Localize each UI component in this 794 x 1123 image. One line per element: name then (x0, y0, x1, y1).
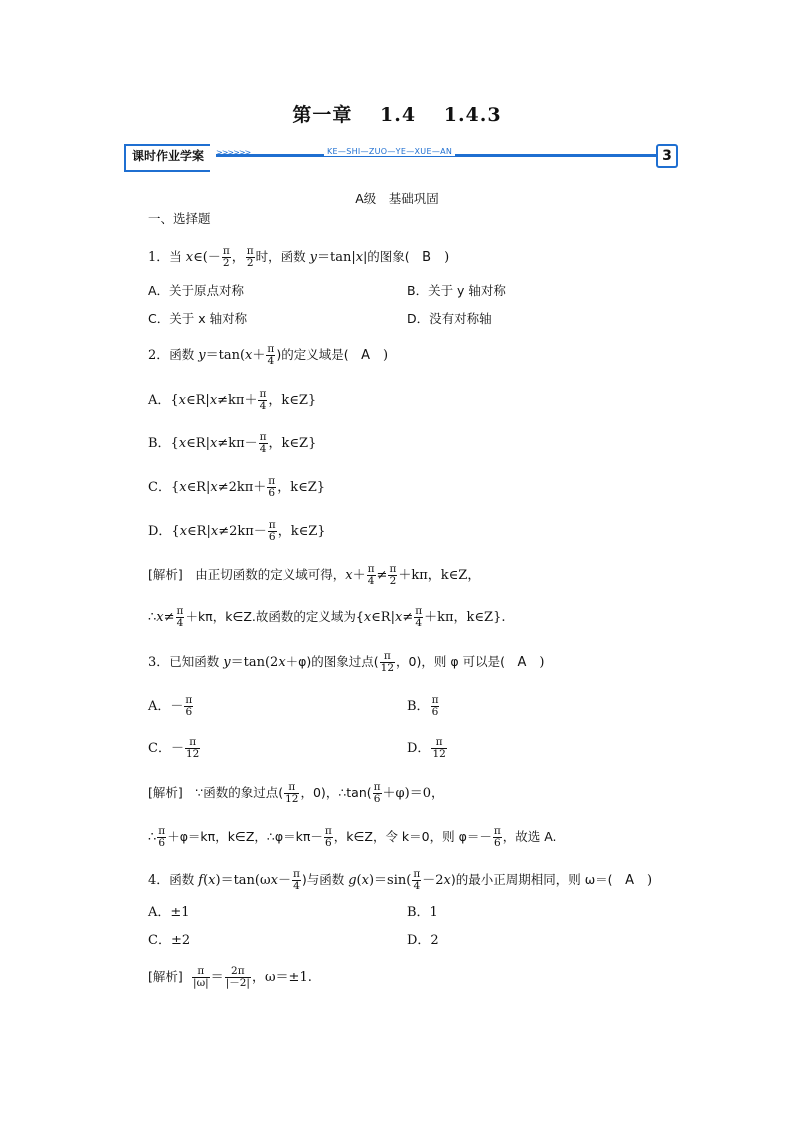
q4-option-b: B．1 (407, 905, 438, 920)
q3-analysis-line2: ∴ $\frac{\pi}{6}$ ＋φ＝kπ，k∈Z，∴φ＝kπ－ $\frac{\pi}{6}$ ，k∈Z，令 k＝0，则 φ＝－ $\frac{\pi}{6}$ ，故选 A. (148, 825, 557, 849)
banner-pinyin: KE—SHI—ZUO—YE—XUE—AN (324, 147, 455, 156)
chapter-label: 第一章 (292, 104, 353, 126)
q2-option-b: B．{x∈R|x≠kπ－ $\frac{\pi}{4}$ ，k∈Z} (148, 431, 317, 455)
q4-analysis: [解析] $\frac{\pi}{|\omega|}$ ＝ $\frac{2\pi}{|-2|}$ ，ω＝±1. (148, 965, 312, 989)
q3-option-d: D． $\frac{\pi}{12}$ (407, 736, 446, 760)
course-banner (124, 144, 678, 170)
q2-option-a: A．{x∈R|x≠kπ＋ $\frac{\pi}{4}$ ，k∈Z} (148, 388, 317, 412)
level-heading: A级 基础巩固 (355, 191, 439, 206)
q1-option-c: C．关于 x 轴对称 (148, 311, 248, 326)
q1-option-a: A．关于原点对称 (148, 283, 245, 298)
q1-option-d: D．没有对称轴 (407, 311, 492, 326)
q3-option-c: C．－ $\frac{\pi}{12}$ (148, 736, 200, 760)
q2-option-c: C．{x∈R|x≠2kπ＋ $\frac{\pi}{6}$ ，k∈Z} (148, 475, 326, 499)
page-title (0, 100, 794, 127)
analysis-label: [解析] (148, 567, 183, 582)
q2-analysis-line1: [解析] 由正切函数的定义域可得，x＋ $\frac{\pi}{4}$ ≠ $\frac{\pi}{2}$ ＋kπ，k∈Z， (148, 563, 481, 587)
subsection-label: 1.4.3 (443, 104, 502, 126)
q3-option-a: A．－ $\frac{\pi}{6}$ (148, 694, 193, 718)
part-heading: 一、选择题 (148, 211, 211, 226)
answer-2: A (361, 348, 370, 363)
answer-3: A (517, 655, 527, 670)
q2-analysis-line2: ∴x≠ $\frac{\pi}{4}$ ＋kπ，k∈Z.故函数的定义域为{x∈R|x≠ $\frac{\pi}{4}$ ＋kπ，k∈Z}. (148, 605, 506, 629)
question-4: 4．函数 f(x)＝tan(ωx－ $\frac{\pi}{4}$ )与函数 g(x)＝sin( $\frac{\pi}{4}$ －2x)的最小正周期相同，则 ω＝( A ) (148, 868, 653, 892)
chevrons-icon: >>>>>> (216, 148, 251, 157)
banner-tag: 课时作业学案 (124, 144, 210, 172)
q4-option-c: C．±2 (148, 933, 191, 948)
section-label: 1.4 (380, 104, 417, 126)
question-3: 3．已知函数 y＝tan(2x＋φ)的图象过点( $\frac{\pi}{12}$ ，0)，则 φ 可以是( A ) (148, 650, 545, 674)
answer-4: A (625, 873, 634, 888)
q4-option-d: D．2 (407, 933, 439, 948)
question-2: 2．函数 y＝tan(x＋ $\frac{\pi}{4}$ )的定义域是( A ) (148, 343, 389, 367)
page-number-badge: 3 (656, 144, 678, 168)
question-1: 1．当 x∈(－ $\frac{\pi}{2}$ ， $\frac{\pi}{2}$ 时，函数 y＝tan|x|的图象( B ) (148, 245, 450, 269)
q1-option-b: B．关于 y 轴对称 (407, 283, 506, 298)
q4-option-a: A．±1 (148, 905, 190, 920)
q2-option-d: D．{x∈R|x≠2kπ－ $\frac{\pi}{6}$ ，k∈Z} (148, 519, 326, 543)
q3-analysis-line1: [解析] ∵函数的象过点( $\frac{\pi}{12}$ ，0)，∴tan( $\frac{\pi}{6}$ ＋φ)＝0， (148, 781, 444, 805)
answer-1: B (422, 250, 432, 265)
q3-option-b: B． $\frac{\pi}{6}$ (407, 694, 439, 718)
